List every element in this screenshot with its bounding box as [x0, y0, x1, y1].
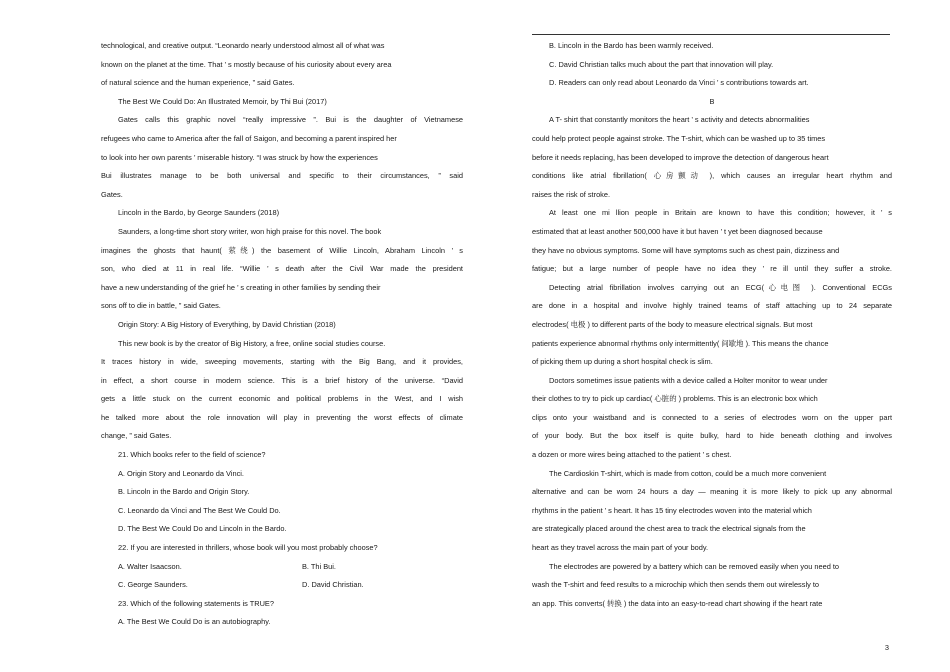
text-line: C. Leonardo da Vinci and The Best We Could Do.: [118, 505, 281, 515]
text-line: At least one mi llion people in Britain are known to have this condition; however, it ’ s: [549, 208, 892, 218]
text-line: of your body. But the box itself is quite bulky, hard to hide beneath clothing and involves: [532, 431, 892, 441]
text-line: in effect, a short course in modern science. This is a brief history of the universe. “David: [101, 375, 463, 385]
text-line: 23. Which of the following statements is TRUE?: [118, 598, 274, 608]
right-column: [532, 37, 892, 613]
answer-option: B. Thi Bui.: [302, 561, 336, 571]
text-line: [101, 558, 463, 577]
text-line: he talked more about the role innovation will play in preventing the worst effects of climate: [101, 412, 463, 422]
text-line: Saunders, a long-time short story writer, won high praise for this novel. The book: [118, 226, 382, 236]
answer-option: C. George Saunders.: [118, 580, 188, 590]
text-line: change, ” said Gates.: [101, 431, 172, 441]
text-line: C. David Christian talks much about the part that innovation will play.: [549, 59, 774, 69]
text-line: of picking them up during a short hospital check is slim.: [532, 357, 713, 367]
text-line: technological, and creative output. “Leonardo nearly understood almost all of what was: [101, 41, 385, 50]
text-line: alternative and can be worn 24 hours a day — meaning it is more likely to pick up any abnormal: [532, 487, 892, 497]
text-line: conditions like atrial fibrillation( 心房颤动 ), which causes an irregular heart rhythm and: [532, 171, 892, 181]
top-rule: [532, 34, 890, 35]
text-line: wash the T-shirt and feed results to a microchip which then sends them out wirelessly to: [532, 580, 820, 590]
text-line: sons off to die in battle, ” said Gates.: [101, 301, 221, 311]
text-line: patients experience abnormal rhythms only intermittently( 间歇地 ). This means the chance: [532, 338, 829, 348]
text-line: Origin Story: A Big History of Everything, by David Christian (2018): [118, 319, 336, 329]
text-line: D. The Best We Could Do and Lincoln in the Bardo.: [118, 524, 287, 534]
text-line: B: [709, 96, 715, 106]
text-line: they have no obvious symptoms. Some will have symptoms such as chest pain, dizziness and: [532, 245, 840, 255]
text-line: B. Lincoln in the Bardo and Origin Story.: [118, 487, 250, 497]
text-line: This new book is by the creator of Big History, a free, online social studies course.: [118, 338, 386, 348]
text-line: The electrodes are powered by a battery which can be removed easily when you need to: [549, 561, 840, 571]
text-line: estimated that at least another 500,000 have it but haven ’ t yet been diagnosed because: [532, 226, 823, 236]
left-column: [101, 37, 463, 632]
text-line: The Cardioskin T-shirt, which is made from cotton, could be a much more convenient: [549, 468, 827, 478]
text-line: Gates.: [101, 189, 123, 199]
text-line: gets a little stuck on the current economic and political problems in the West, and I wish: [101, 394, 463, 404]
text-line: a dozen or more wires being attached to the patient ’ s chest.: [532, 450, 732, 460]
text-line: have a new understanding of the grief he ’ s creating in other families by sending their: [101, 282, 381, 292]
text-line: clips onto your waistband and is connected to a series of electrodes worn on the upper part: [532, 412, 892, 422]
text-line: Doctors sometimes issue patients with a device called a Holter monitor to wear under: [549, 375, 828, 385]
text-line: A. Origin Story and Leonardo da Vinci.: [118, 468, 244, 478]
text-line: Bui illustrates manage to be both universal and specific to their circumstances, ” said: [101, 171, 463, 181]
text-line: A T- shirt that constantly monitors the heart ’ s activity and detects abnormalities: [549, 115, 810, 125]
text-line: before it needs replacing, has been developed to improve the detection of dangerous heart: [532, 152, 829, 162]
text-line: It traces history in wide, sweeping movements, starting with the Big Bang, and it provides,: [101, 357, 463, 367]
text-line: son, who died at 11 in real life. “Willie ’ s death after the Civil War made the president: [101, 264, 463, 274]
text-line: their clothes to try to pick up cardiac( 心脏的 ) problems. This is an electronic box which: [532, 394, 818, 404]
text-line: an app. This converts( 转换 ) the data into an easy-to-read chart showing if the heart rate: [532, 598, 823, 608]
text-line: [101, 576, 463, 595]
text-line: Lincoln in the Bardo, by George Saunders (2018): [118, 208, 280, 218]
text-line: of natural science and the human experience, ” said Gates.: [101, 78, 295, 88]
text-line: are done in a hospital and involve highly trained teams of staff attaching up to 24 separate: [532, 301, 892, 311]
text-line: are strategically placed around the chest area to track the electrical signals from the: [532, 524, 806, 534]
text-line: 22. If you are interested in thrillers, whose book will you most probably choose?: [118, 543, 378, 553]
page-number: 3: [884, 643, 889, 652]
text-line: 21. Which books refer to the field of science?: [118, 450, 266, 460]
text-line: fatigue; but a large number of people have no idea they ’ re ill until they suffer a stroke.: [532, 264, 892, 274]
text-line: could help protect people against stroke. The T-shirt, which can be washed up to 35 times: [532, 133, 826, 143]
text-line: B. Lincoln in the Bardo has been warmly received.: [549, 41, 714, 50]
answer-option: A. Walter Isaacson.: [118, 561, 182, 571]
text-line: rhythms in the patient ’ s heart. It has 15 tiny electrodes woven into the material which: [532, 505, 812, 515]
text-line: to look into her own parents ’ miserable history. “I was struck by how the experiences: [101, 152, 378, 162]
text-line: The Best We Could Do: An Illustrated Memoir, by Thi Bui (2017): [118, 96, 327, 106]
text-line: D. Readers can only read about Leonardo da Vinci ’ s contributions towards art.: [549, 78, 809, 88]
text-line: raises the risk of stroke.: [532, 189, 611, 199]
text-line: Detecting atrial fibrillation involves carrying out an ECG(心电图 ). Conventional ECGs: [549, 282, 892, 292]
text-line: known on the planet at the time. That ’ s mostly because of his curiosity about every area: [101, 59, 392, 69]
text-line: A. The Best We Could Do is an autobiography.: [118, 617, 271, 627]
answer-option: D. David Christian.: [302, 580, 364, 590]
text-line: electrodes( 电极 ) to different parts of the body to measure electrical signals. But most: [532, 319, 813, 329]
text-line: heart as they travel across the main part of your body.: [532, 543, 709, 553]
text-line: imagines the ghosts that haunt( 萦绕) the basement of Willie Lincoln, Abraham Lincoln ’ s: [101, 245, 463, 255]
text-line: Gates calls this graphic novel “really impressive ”. Bui is the daughter of Vietnamese: [118, 115, 463, 125]
text-line: refugees who came to America after the fall of Saigon, and becoming a parent inspired her: [101, 133, 397, 143]
